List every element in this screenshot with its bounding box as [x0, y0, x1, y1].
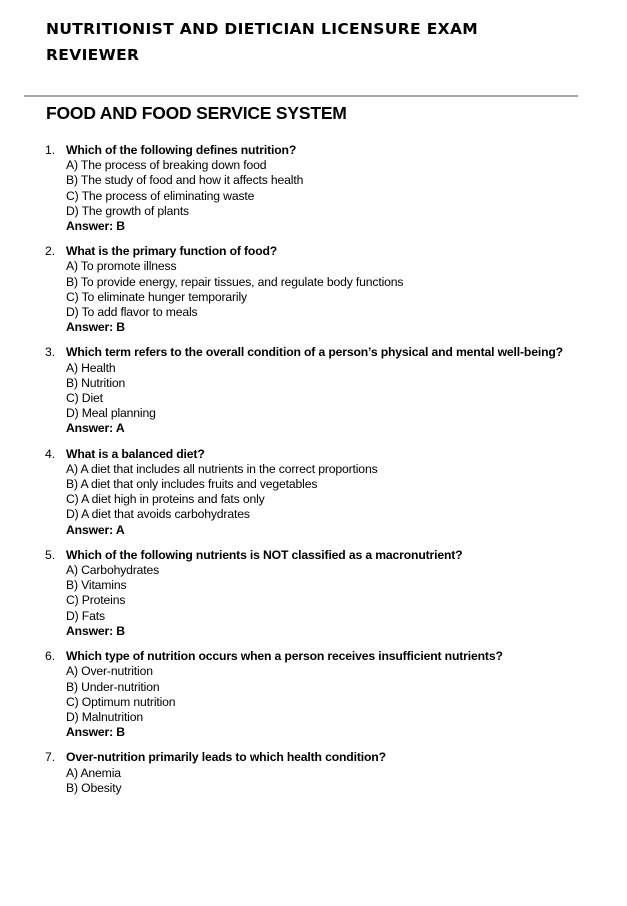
question-block [0, 244, 627, 335]
option-item[interactable]: C) A diet high in proteins and fats only [66, 492, 265, 507]
question-text: Over-nutrition primarily leads to which health condition? [66, 750, 386, 765]
option-item[interactable]: C) Proteins [66, 593, 126, 608]
answer-line: Answer: B [66, 725, 125, 740]
question-list [0, 143, 627, 806]
section-heading: FOOD AND FOOD SERVICE SYSTEM [46, 103, 347, 123]
answer-line: Answer: B [66, 219, 125, 234]
option-item[interactable]: C) The process of eliminating waste [66, 188, 255, 203]
option-item[interactable]: B) Nutrition [66, 375, 126, 390]
answer-line: Answer: B [66, 320, 125, 335]
option-item[interactable]: B) Under-nutrition [66, 679, 160, 694]
option-item[interactable]: B) Vitamins [66, 578, 127, 593]
option-list [66, 563, 609, 624]
option-item[interactable]: B) To provide energy, repair tissues, and regulate body functions [66, 274, 404, 289]
option-item[interactable]: A) Anemia [66, 765, 121, 780]
question-number: 4. [45, 446, 55, 461]
question-number: 7. [45, 750, 55, 765]
option-item[interactable]: C) To eliminate hunger temporarily [66, 289, 247, 304]
option-item[interactable]: B) Obesity [66, 780, 122, 795]
option-item[interactable]: B) A diet that only includes fruits and vegetables [66, 477, 318, 492]
option-list [66, 664, 609, 725]
question-block [0, 345, 627, 436]
option-item[interactable]: A) Health [66, 360, 116, 375]
option-item[interactable]: D) To add flavor to meals [66, 305, 198, 320]
question-block [0, 750, 627, 796]
option-item[interactable]: C) Diet [66, 391, 103, 406]
question-text: What is the primary function of food? [66, 244, 278, 259]
document-title: NUTRITIONIST AND DIETICIAN LICENSURE EXAM REVIEWER [46, 20, 479, 64]
answer-line: Answer: A [66, 421, 125, 436]
question-number: 5. [45, 547, 55, 562]
option-list [66, 158, 609, 219]
option-item[interactable]: A) To promote illness [66, 259, 177, 274]
question-block [0, 548, 627, 639]
option-item[interactable]: B) The study of food and how it affects health [66, 173, 304, 188]
option-item[interactable]: A) Over-nutrition [66, 664, 153, 679]
question-text: Which type of nutrition occurs when a person receives insufficient nutrients? [66, 649, 503, 664]
horizontal-divider [24, 95, 578, 97]
option-item[interactable]: A) Carbohydrates [66, 563, 160, 578]
answer-line: Answer: A [66, 522, 125, 537]
question-text: Which of the following defines nutrition? [66, 143, 297, 157]
question-text: Which of the following nutrients is NOT classified as a macronutrient? [66, 547, 463, 562]
question-text: What is a balanced diet? [66, 446, 205, 461]
question-text: Which term refers to the overall condition of a person’s physical and mental well-being? [66, 345, 563, 360]
question-number: 6. [45, 649, 55, 664]
option-list [66, 361, 609, 422]
option-item[interactable]: D) The growth of plants [66, 203, 190, 218]
answer-line: Answer: B [66, 623, 125, 638]
option-list [66, 462, 609, 523]
option-item[interactable]: D) Malnutrition [66, 709, 143, 724]
question-block [0, 447, 627, 538]
option-list [66, 766, 609, 796]
question-number: 1. [45, 143, 55, 157]
question-number: 2. [45, 244, 55, 259]
option-list [66, 259, 609, 320]
option-item[interactable]: D) Meal planning [66, 406, 156, 421]
option-item[interactable]: A) The process of breaking down food [66, 158, 267, 173]
option-item[interactable]: D) Fats [66, 608, 105, 623]
option-item[interactable]: C) Optimum nutrition [66, 694, 176, 709]
question-number: 3. [45, 345, 55, 360]
option-item[interactable]: A) A diet that includes all nutrients in the correct proportions [66, 461, 378, 476]
option-item[interactable]: D) A diet that avoids carbohydrates [66, 507, 250, 522]
question-block [0, 143, 627, 234]
question-block [0, 649, 627, 740]
